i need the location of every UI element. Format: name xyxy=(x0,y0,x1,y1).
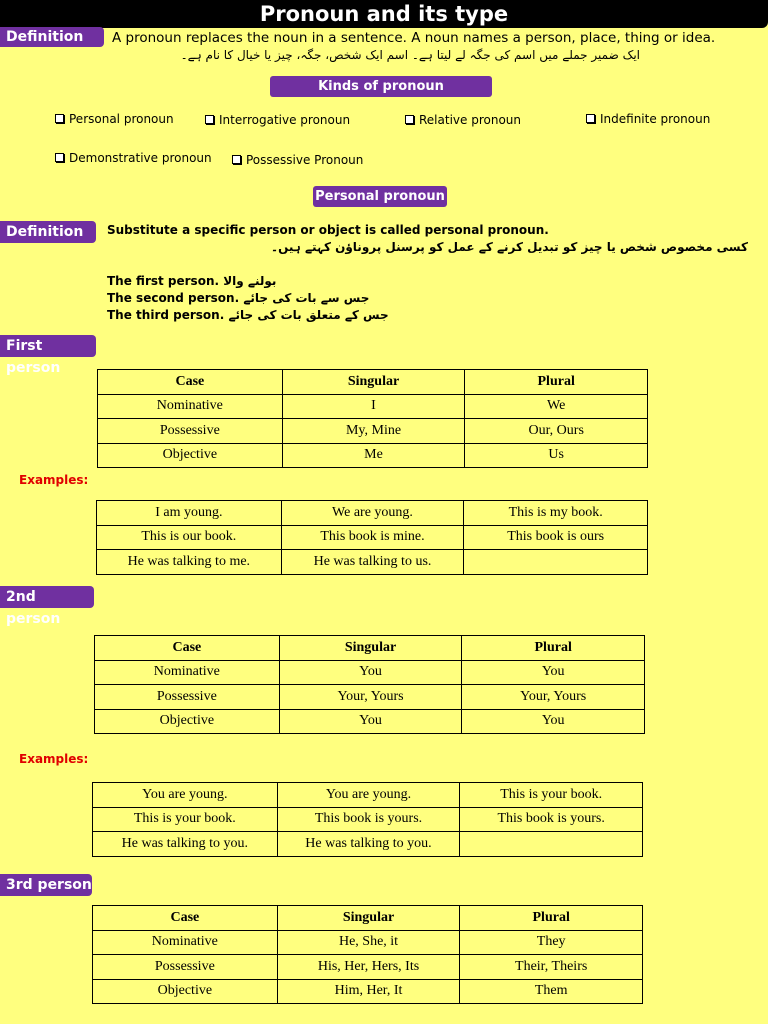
table-cell: He was talking to you. xyxy=(93,832,278,857)
table-header: Singular xyxy=(282,370,465,395)
table-cell: I am young. xyxy=(97,501,282,526)
kind-item-demonstrative: Demonstrative pronoun xyxy=(55,151,212,165)
table-cell: You are young. xyxy=(93,783,278,808)
table-cell: Possessive xyxy=(95,685,280,710)
personal-pronoun-heading: Personal pronoun xyxy=(313,186,447,207)
third-person-tag: 3rd person xyxy=(0,874,92,896)
examples-label-first: Examples: xyxy=(19,473,89,487)
table-cell: My, Mine xyxy=(282,419,465,444)
checkbox-icon xyxy=(232,155,241,164)
table-cell: This book is yours. xyxy=(460,807,643,832)
table-header: Singular xyxy=(277,906,460,931)
table-cell: He was talking to you. xyxy=(277,832,460,857)
table-row xyxy=(97,550,648,575)
examples-label-second: Examples: xyxy=(19,752,89,766)
second-person-table xyxy=(94,635,645,734)
table-cell: This is your book. xyxy=(93,807,278,832)
table-cell: You are young. xyxy=(277,783,460,808)
checkbox-icon xyxy=(205,115,214,124)
table-row xyxy=(93,832,643,857)
table-row xyxy=(93,783,643,808)
definition-tag: Definition xyxy=(0,27,104,47)
table-row xyxy=(97,525,648,550)
second-person-examples-table xyxy=(92,782,643,857)
table-header: Case xyxy=(95,636,280,661)
table-row xyxy=(95,709,645,734)
checkbox-icon xyxy=(55,153,64,162)
checkbox-icon xyxy=(55,114,64,123)
table-row xyxy=(93,807,643,832)
table-cell: Their, Theirs xyxy=(460,955,643,980)
person-item-third: The third person. جس کے متعلق بات کی جائے xyxy=(107,308,389,322)
table-row xyxy=(95,685,645,710)
table-cell: He was talking to me. xyxy=(97,550,282,575)
table-cell: Him, Her, It xyxy=(277,979,460,1004)
table-cell: You xyxy=(462,709,645,734)
table-cell: Objective xyxy=(95,709,280,734)
table-cell: I xyxy=(282,394,465,419)
table-header: Plural xyxy=(465,370,648,395)
table-header: Plural xyxy=(462,636,645,661)
table-row xyxy=(93,955,643,980)
table-cell: Possessive xyxy=(98,419,283,444)
table-header: Case xyxy=(93,906,278,931)
table-cell: Them xyxy=(460,979,643,1004)
page-title: Pronoun and its type xyxy=(0,0,768,28)
table-cell: Me xyxy=(282,443,465,468)
table-header-row xyxy=(93,906,643,931)
table-row xyxy=(95,660,645,685)
kind-item-interrogative: Interrogative pronoun xyxy=(205,113,350,127)
table-row xyxy=(93,979,643,1004)
table-cell xyxy=(464,550,648,575)
table-cell: Nominative xyxy=(93,930,278,955)
table-cell: They xyxy=(460,930,643,955)
kind-item-personal: Personal pronoun xyxy=(55,112,174,126)
table-cell: Nominative xyxy=(98,394,283,419)
table-cell: Nominative xyxy=(95,660,280,685)
table-row xyxy=(98,419,648,444)
kind-item-relative: Relative pronoun xyxy=(405,113,521,127)
table-cell: This book is ours xyxy=(464,525,648,550)
table-cell: He was talking to us. xyxy=(281,550,464,575)
table-row xyxy=(93,930,643,955)
definition-urdu: ایک ضمیر جملے میں اسم کی جگہ لے لیتا ہے۔ اسم ایک شخص، جگہ، چیز یا خیال کا نام ہے۔ xyxy=(180,48,640,62)
table-header-row xyxy=(95,636,645,661)
first-person-table xyxy=(97,369,648,468)
kind-item-indefinite: Indefinite pronoun xyxy=(586,112,710,126)
checkbox-icon xyxy=(586,114,595,123)
table-cell: You xyxy=(279,709,462,734)
table-row xyxy=(98,394,648,419)
table-cell: This book is mine. xyxy=(281,525,464,550)
table-cell: His, Her, Hers, Its xyxy=(277,955,460,980)
kind-item-possessive: Possessive Pronoun xyxy=(232,153,363,167)
table-header: Singular xyxy=(279,636,462,661)
table-cell: We are young. xyxy=(281,501,464,526)
table-cell: We xyxy=(465,394,648,419)
table-cell: He, She, it xyxy=(277,930,460,955)
table-header: Case xyxy=(98,370,283,395)
table-cell: Us xyxy=(465,443,648,468)
checkbox-icon xyxy=(405,115,414,124)
table-cell: You xyxy=(462,660,645,685)
table-cell: Objective xyxy=(98,443,283,468)
table-cell: Our, Ours xyxy=(465,419,648,444)
definition-english: A pronoun replaces the noun in a sentence. A noun names a person, place, thing or idea. xyxy=(112,30,716,46)
table-cell: This book is yours. xyxy=(277,807,460,832)
table-cell: Objective xyxy=(93,979,278,1004)
personal-definition-urdu: کسی مخصوص شخص یا چیز کو تبدیل کرنے کے عمل کو پرسنل پروناؤن کہتے ہیں۔ xyxy=(271,240,748,254)
first-person-tag: First person xyxy=(0,335,96,357)
table-row xyxy=(97,501,648,526)
table-header-row xyxy=(98,370,648,395)
table-cell: You xyxy=(279,660,462,685)
third-person-table xyxy=(92,905,643,1004)
table-header: Plural xyxy=(460,906,643,931)
table-cell: This is our book. xyxy=(97,525,282,550)
table-cell: This is your book. xyxy=(460,783,643,808)
second-person-tag: 2nd person xyxy=(0,586,94,608)
table-cell: Your, Yours xyxy=(279,685,462,710)
kinds-heading: Kinds of pronoun xyxy=(270,76,492,97)
first-person-examples-table xyxy=(96,500,648,575)
table-cell xyxy=(460,832,643,857)
personal-definition-tag: Definition xyxy=(0,221,96,243)
person-item-first: The first person. بولنے والا xyxy=(107,274,277,288)
table-cell: Possessive xyxy=(93,955,278,980)
person-item-second: The second person. جس سے بات کی جائے xyxy=(107,291,370,305)
table-row xyxy=(98,443,648,468)
personal-definition-english: Substitute a specific person or object is called personal pronoun. xyxy=(107,223,549,237)
table-cell: Your, Yours xyxy=(462,685,645,710)
table-cell: This is my book. xyxy=(464,501,648,526)
